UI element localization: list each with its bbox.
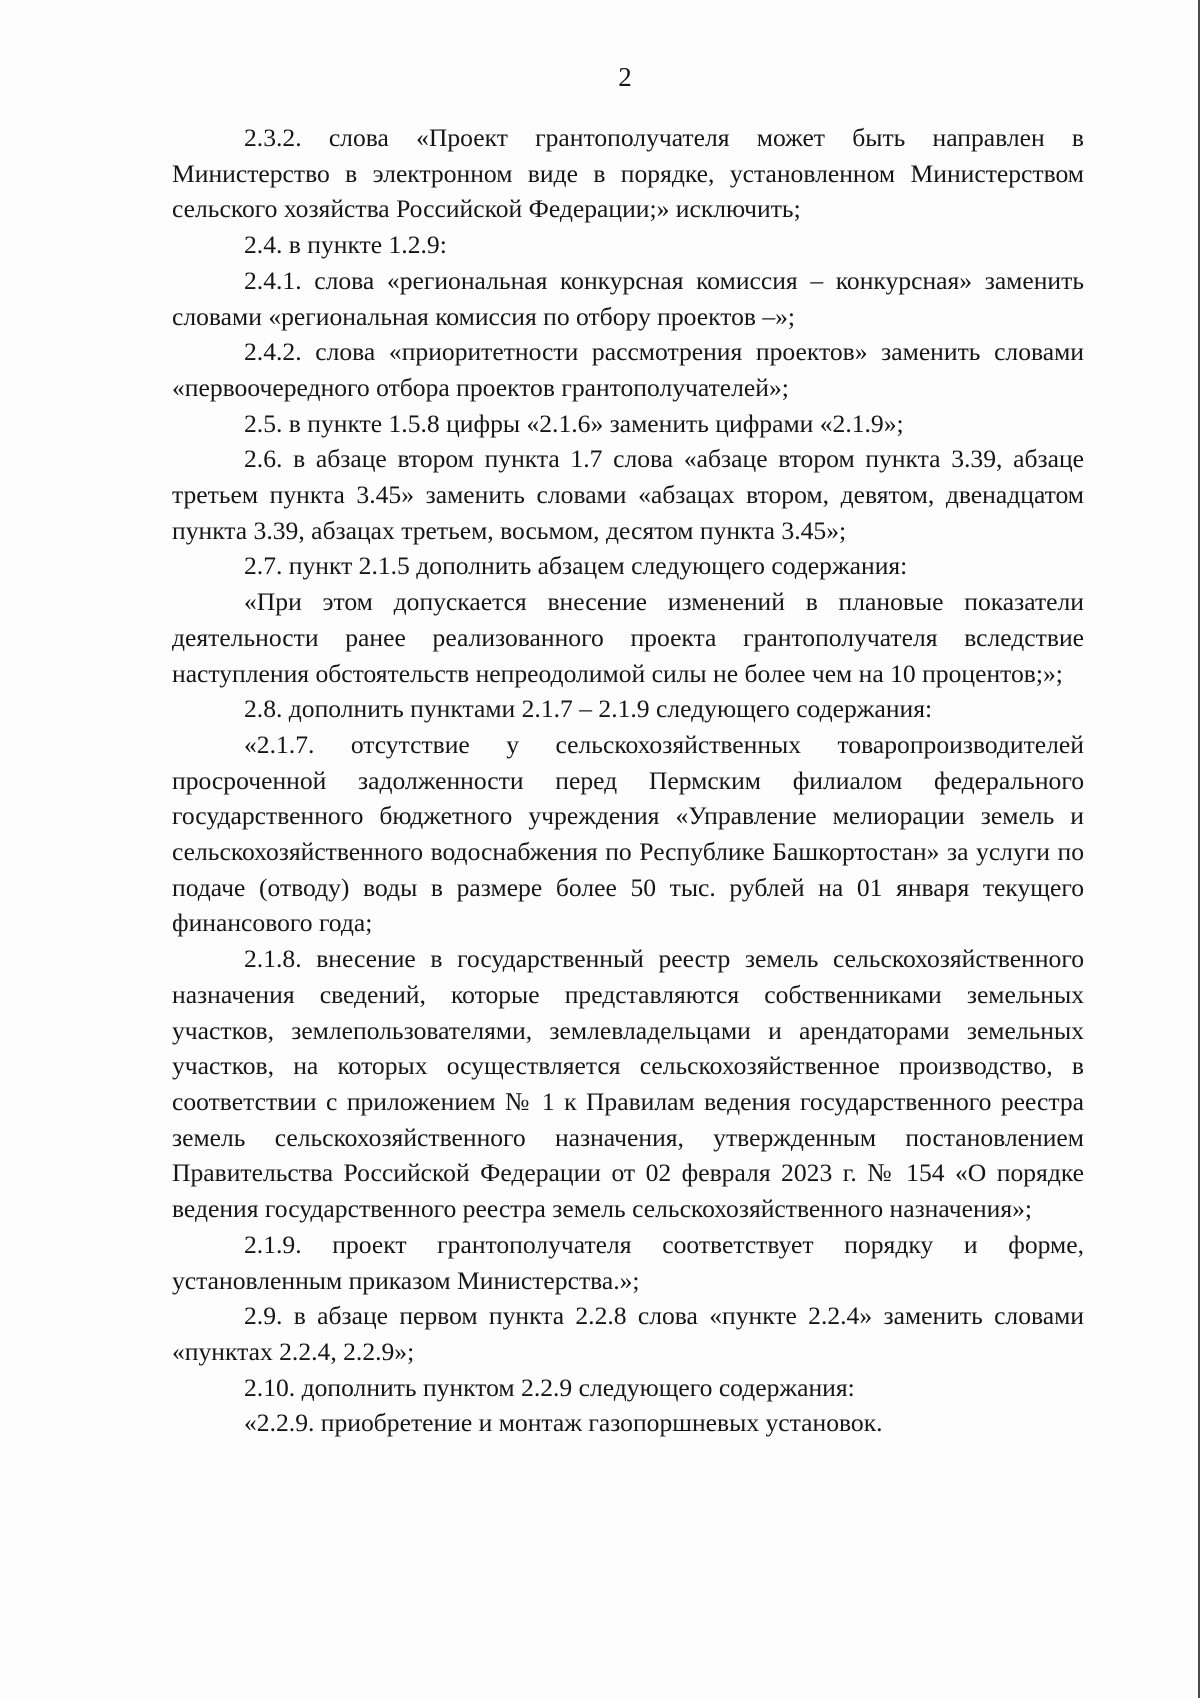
paragraph-2-5: 2.5. в пункте 1.5.8 цифры «2.1.6» заменить цифрами «2.1.9»; <box>244 408 904 438</box>
paragraph-2-4: 2.4. в пункте 1.2.9: <box>244 230 447 260</box>
paragraph-2-10: 2.10. дополнить пунктом 2.2.9 следующего содержания: <box>244 1372 855 1402</box>
paragraph-2-7: 2.7. пункт 2.1.5 дополнить абзацем следующего содержания: <box>244 551 908 581</box>
paragraph-2-3-2: 2.3.2. слова «Проект грантополучателя может быть направлен в Министерство в электронном виде в порядке, установленном Министерством сельского хозяйства Российской Федерации;» исключить; <box>172 123 1084 224</box>
paragraph-2-9: 2.9. в абзаце первом пункта 2.2.8 слова «пункте 2.2.4» заменить словами «пунктах 2.2.4, 2.2.9»; <box>172 1301 1084 1366</box>
paragraph-2-4-1: 2.4.1. слова «региональная конкурсная комиссия – конкурсная» заменить словами «региональная комиссия по отбору проектов –»; <box>172 265 1084 331</box>
paragraph-2-4-2: 2.4.2. слова «приоритетности рассмотрения проектов» заменить словами «первоочередного отбора проектов грантополучателей»; <box>172 337 1084 402</box>
paragraph-2-2-9: «2.2.9. приобретение и монтаж газопоршневых установок. <box>244 1408 883 1438</box>
paragraph-2-1-8: 2.1.8. внесение в государственный реестр земель сельскохозяйственного назначения сведений, которые представляются собственниками земельных участков, землепользователями, землевладельцами и арендаторами земельных участков, на которых осуществляется сельскохозяйственное производство, в соответствии с приложением № 1 к Правилам ведения государственного реестра земель сельскохозяйственного назначения, утвержденным постановлением Правительства Российской Федерации от 02 февраля 2023 г. № 154 «О порядке ведения государственного реестра земель сельскохозяйственного назначения»; <box>172 944 1084 1224</box>
paragraph-2-7-quote: «При этом допускается внесение изменений в плановые показатели деятельности ранее реализованного проекта грантополучателя вследствие наступления обстоятельств непреодолимой силы не более чем на 10 процентов;»; <box>172 587 1084 688</box>
document-body <box>172 120 1084 1441</box>
paragraph-2-1-9: 2.1.9. проект грантополучателя соответствует порядку и форме, установленным приказом Министерства.»; <box>172 1229 1084 1295</box>
page-number: 2 <box>618 62 632 92</box>
paragraph-2-6: 2.6. в абзаце втором пункта 1.7 слова «абзаце втором пункта 3.39, абзаце третьем пункта 3.45» заменить словами «абзацах втором, девятом, двенадцатом пункта 3.39, абзацах третьем, восьмом, десятом пункта 3.45»; <box>172 444 1084 545</box>
paragraph-2-1-7: «2.1.7. отсутствие у сельскохозяйственных товаропроизводителей просроченной задолженности перед Пермским филиалом федерального государственного бюджетного учреждения «Управление мелиорации земель и сельскохозяйственного водоснабжения по Республике Башкортостан» за услуги по подаче (отводу) воды в размере более 50 тыс. рублей на 01 января текущего финансового года; <box>172 729 1084 938</box>
paragraph-2-8: 2.8. дополнить пунктами 2.1.7 – 2.1.9 следующего содержания: <box>244 694 933 724</box>
